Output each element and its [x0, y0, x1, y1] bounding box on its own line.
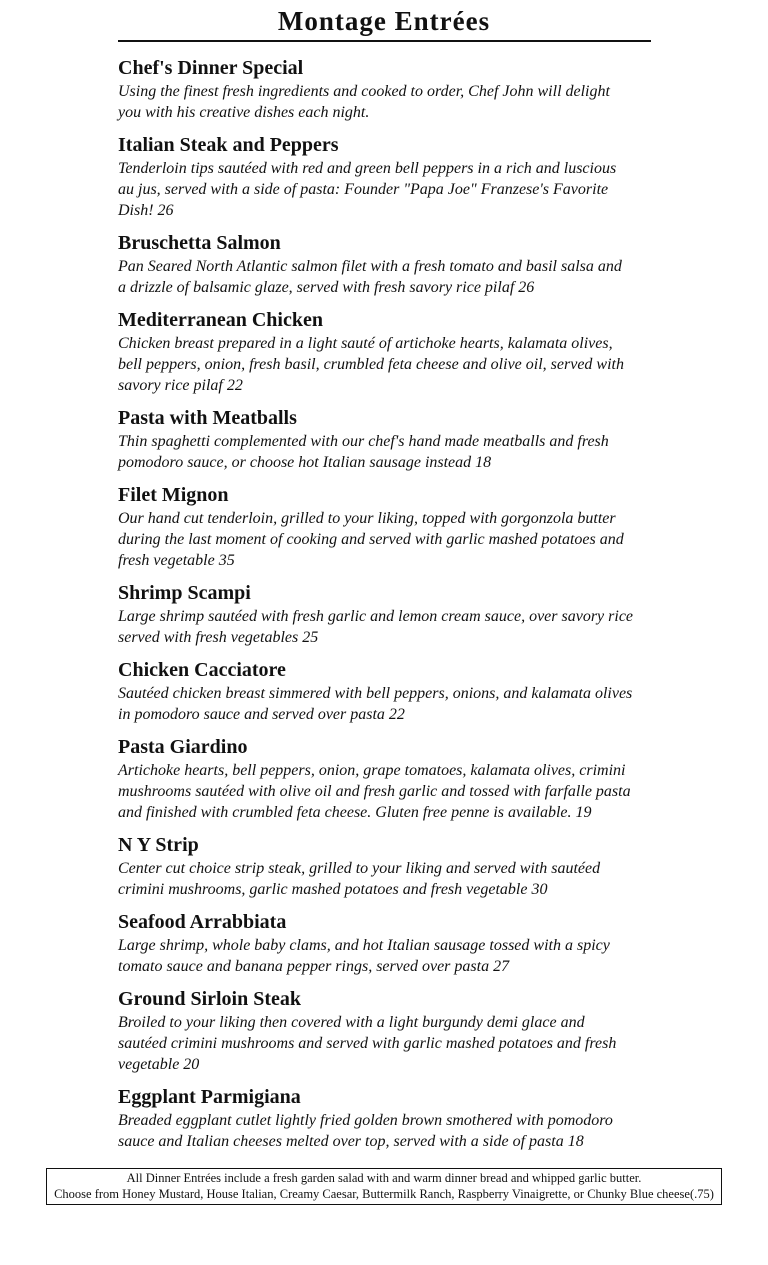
item-name: Seafood Arrabbiata: [118, 911, 287, 933]
menu-item: [118, 407, 658, 473]
menu-item: [118, 134, 658, 221]
item-name: Bruschetta Salmon: [118, 232, 281, 254]
item-description: Our hand cut tenderloin, grilled to your liking, topped with gorgonzola butter during the last moment of cooking and served with garlic mashed potatoes and fresh vegetable 35: [118, 510, 624, 569]
item-name: Italian Steak and Peppers: [118, 134, 339, 156]
menu-item: [118, 582, 658, 648]
menu-item: [118, 1086, 658, 1152]
item-name: Pasta with Meatballs: [118, 407, 297, 429]
item-description: Center cut choice strip steak, grilled to your liking and served with sautéed crimini mushrooms, garlic mashed potatoes and fresh vegetable 30: [118, 860, 601, 898]
title-divider: [118, 40, 651, 42]
item-description: Tenderloin tips sautéed with red and green bell peppers in a rich and luscious au jus, served with a side of pasta: Founder "Papa Joe" Franzese's Favorite Dish! 26: [118, 160, 617, 219]
item-name: Shrimp Scampi: [118, 582, 251, 604]
item-name: Chicken Cacciatore: [118, 659, 286, 681]
footer-line-dressings: Choose from Honey Mustard, House Italian, Creamy Caesar, Buttermilk Ranch, Raspberry Vinaigrette, or Chunky Blue cheese(.75): [54, 1187, 714, 1201]
item-description: Large shrimp, whole baby clams, and hot Italian sausage tossed with a spicy tomato sauce and banana pepper rings, served over pasta 27: [118, 937, 610, 975]
page-title: Montage Entrées: [277, 6, 491, 36]
menu-item: [118, 309, 658, 396]
menu-item: [118, 736, 658, 823]
menu-list: [118, 57, 658, 1163]
item-name: Ground Sirloin Steak: [118, 988, 302, 1010]
menu-item: [118, 659, 658, 725]
menu-item: [118, 834, 658, 900]
footer-line-included: All Dinner Entrées include a fresh garden salad with and warm dinner bread and whipped garlic butter.: [126, 1171, 642, 1185]
item-name: Chef's Dinner Special: [118, 57, 304, 79]
item-description: Thin spaghetti complemented with our chef's hand made meatballs and fresh pomodoro sauce, or choose hot Italian sausage instead 18: [118, 433, 609, 471]
item-description: Using the finest fresh ingredients and cooked to order, Chef John will delight you with his creative dishes each night.: [118, 83, 610, 121]
item-name: N Y Strip: [118, 834, 199, 856]
menu-item: [118, 911, 658, 977]
item-name: Eggplant Parmigiana: [118, 1086, 301, 1108]
item-description: Broiled to your liking then covered with a light burgundy demi glace and sautéed crimini mushrooms and served with garlic mashed potatoes and fresh vegetable 20: [118, 1014, 617, 1073]
menu-item: [118, 988, 658, 1075]
item-name: Mediterranean Chicken: [118, 309, 323, 331]
item-description: Chicken breast prepared in a light sauté of artichoke hearts, kalamata olives, bell peppers, onion, fresh basil, crumbled feta cheese and olive oil, served with savory rice pilaf 22: [118, 335, 624, 394]
item-description: Breaded eggplant cutlet lightly fried golden brown smothered with pomodoro sauce and Italian cheeses melted over top, served with a side of pasta 18: [118, 1112, 613, 1150]
menu-item: [118, 232, 658, 298]
menu-item: [118, 57, 658, 123]
item-name: Filet Mignon: [118, 484, 229, 506]
menu-item: [118, 484, 658, 571]
item-description: Sautéed chicken breast simmered with bell peppers, onions, and kalamata olives in pomodoro sauce and served over pasta 22: [118, 685, 633, 723]
item-description: Artichoke hearts, bell peppers, onion, grape tomatoes, kalamata olives, crimini mushrooms sautéed with olive oil and fresh garlic and tossed with farfalle pasta and finished with crumbled feta cheese. Gluten free penne is available. 19: [118, 762, 631, 821]
footer-note-box: [46, 1168, 722, 1205]
item-name: Pasta Giardino: [118, 736, 248, 758]
item-description: Large shrimp sautéed with fresh garlic and lemon cream sauce, over savory rice served with fresh vegetables 25: [118, 608, 634, 646]
item-description: Pan Seared North Atlantic salmon filet with a fresh tomato and basil salsa and a drizzle of balsamic glaze, served with fresh savory rice pilaf 26: [118, 258, 622, 296]
